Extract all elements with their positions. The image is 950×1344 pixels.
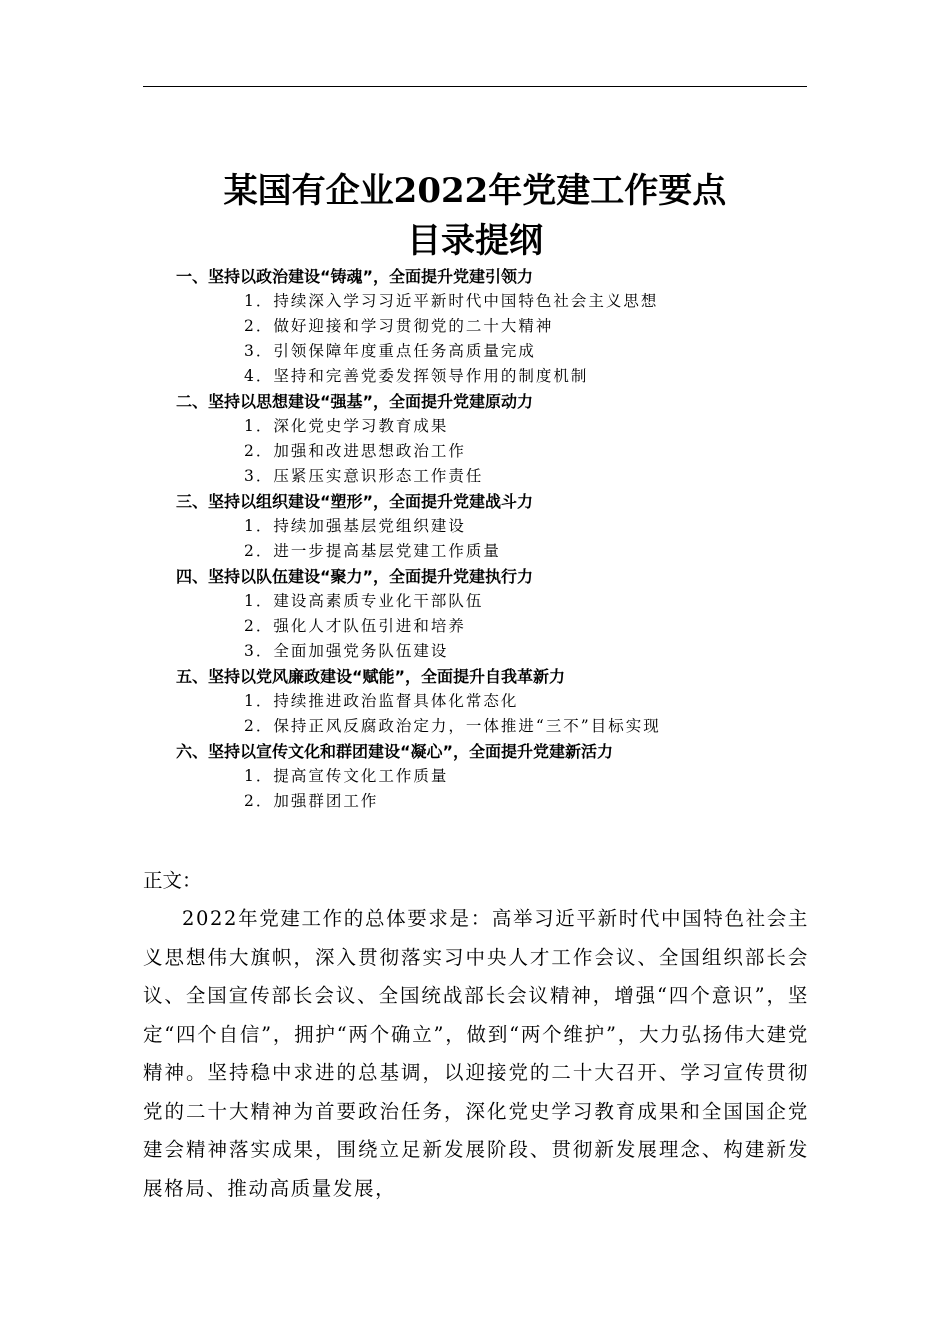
document-subtitle: 目录提纲: [407, 221, 543, 261]
toc-item: 3．全面加强党务队伍建设: [244, 642, 449, 660]
toc-section-heading: 二、坚持以思想建设“强基”，全面提升党建原动力: [176, 392, 534, 411]
toc-section: [0, 489, 950, 564]
toc-item: 1．持续加强基层党组织建设: [244, 517, 466, 535]
table-of-contents: [0, 264, 950, 814]
toc-section: [0, 389, 950, 489]
toc-item: 3．引领保障年度重点任务高质量完成: [244, 342, 536, 360]
toc-section: [0, 664, 950, 739]
toc-item: 1．建设高素质专业化干部队伍: [244, 592, 484, 610]
toc-section-heading: 一、坚持以政治建设“铸魂”，全面提升党建引领力: [176, 267, 534, 286]
document-title: 某国有企业2022年党建工作要点: [223, 171, 727, 211]
toc-item: 4．坚持和完善党委发挥领导作用的制度机制: [244, 367, 589, 385]
toc-item: 2．做好迎接和学习贯彻党的二十大精神: [244, 317, 554, 335]
toc-item: 2．加强和改进思想政治工作: [244, 442, 466, 460]
body-label: 正文：: [143, 869, 202, 892]
toc-item: 2．加强群团工作: [244, 792, 379, 810]
toc-item: 2．保持正风反腐政治定力，一体推进“三不”目标实现: [244, 717, 661, 735]
toc-section: [0, 739, 950, 814]
toc-item: 1．持续推进政治监督具体化常态化: [244, 692, 519, 710]
toc-section: [0, 564, 950, 664]
toc-item: 1．提高宣传文化工作质量: [244, 767, 449, 785]
body-paragraph: 2022年党建工作的总体要求是：高举习近平新时代中国特色社会主义思想伟大旗帜，深入贯彻落实习中央人才工作会议、全国组织部长会议、全国宣传部长会议、全国统战部长会议精神，增强“四个意识”，坚定“四个自信”，拥护“两个确立”，做到“两个维护”，大力弘扬伟大建党精神。坚持稳中求进的总基调，以迎接党的二十大召开、学习宣传贯彻党的二十大精神为首要政治任务，深化党史学习教育成果和全国国企党建会精神落实成果，围绕立足新发展阶段、贯彻新发展理念、构建新发展格局、推动高质量发展，: [143, 907, 809, 1200]
toc-section: [0, 264, 950, 389]
toc-section-heading: 四、坚持以队伍建设“聚力”，全面提升党建执行力: [176, 567, 534, 586]
toc-section-heading: 五、坚持以党风廉政建设“赋能”，全面提升自我革新力: [176, 667, 566, 686]
toc-item: 3．压紧压实意识形态工作责任: [244, 467, 484, 485]
toc-item: 1．持续深入学习习近平新时代中国特色社会主义思想: [244, 292, 659, 310]
toc-section-heading: 三、坚持以组织建设“塑形”，全面提升党建战斗力: [176, 492, 534, 511]
toc-item: 2．进一步提高基层党建工作质量: [244, 542, 501, 560]
toc-item: 2．强化人才队伍引进和培养: [244, 617, 466, 635]
toc-item: 1．深化党史学习教育成果: [244, 417, 449, 435]
toc-section-heading: 六、坚持以宣传文化和群团建设“凝心”，全面提升党建新活力: [176, 742, 614, 761]
header-rule: [143, 86, 807, 87]
